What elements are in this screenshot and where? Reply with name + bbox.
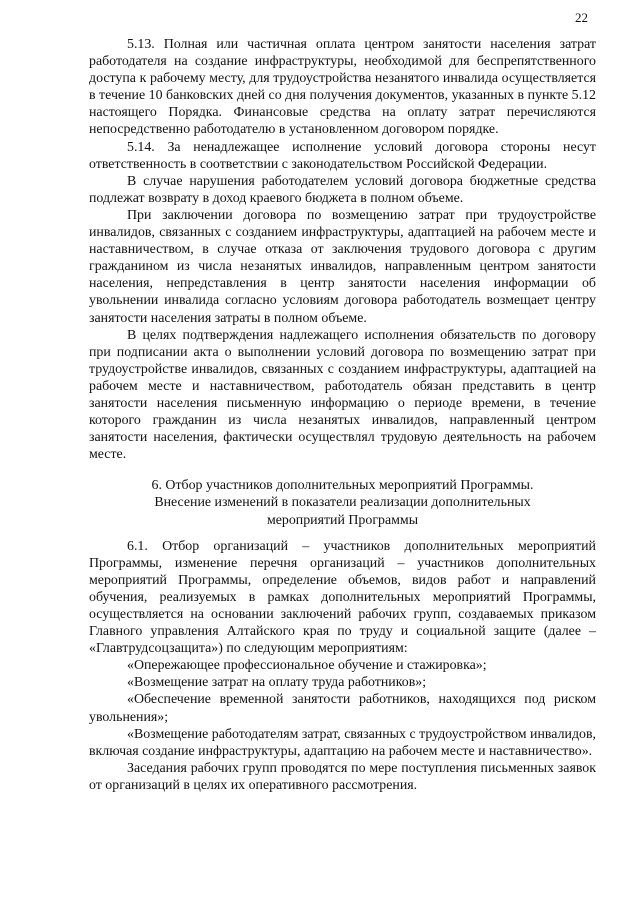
paragraph-6-1: 6.1. Отбор организаций – участников дополнительных мероприятий Программы, изменение перечня организаций – участников дополнительных мероприятий Программы, определение объемов, видов работ и направлений обучения, реализуемых в рамках дополнительных мероприятий Программы, осуществляется на основании заключений рабочих групп, создаваемых приказом Главного управления Алтайского края по труду и социальной защите (далее – «Главтрудсоцзащита») по следующим мероприятиям:: [89, 538, 596, 657]
section-heading-line: Внесение изменений в показатели реализации дополнительных: [154, 495, 531, 511]
page-number: 22: [575, 10, 588, 25]
section-6-heading: [89, 477, 596, 528]
paragraph-5-14: 5.14. За ненадлежащее исполнение условий договора стороны несут ответственность в соответствии с законодательством Российской Федерации.: [89, 139, 596, 172]
list-item-activity: «Опережающее профессиональное обучение и стажировка»;: [127, 658, 487, 674]
paragraph-obligation-confirmation: В целях подтверждения надлежащего исполнения обязательств по договору при подписании акта о выполнении условий договора по возмещению затрат при трудоустройстве инвалидов, связанных с созданием инфраструктуры, адаптацией на рабочем месте и наставничеством, работодатель обязан представить в центр занятости населения письменную информацию о периоде времени, в течение которого гражданин из числа незанятых инвалидов, направленный центром занятости населения, фактически осуществлял трудовую деятельность на рабочем месте.: [89, 327, 596, 463]
document-body: [89, 36, 596, 794]
list-item-activity: «Возмещение затрат на оплату труда работников»;: [127, 675, 427, 691]
paragraph-working-groups: Заседания рабочих групп проводятся по мере поступления письменных заявок от организаций в целях их оперативного рассмотрения.: [89, 760, 596, 793]
paragraph-5-13: 5.13. Полная или частичная оплата центром занятости населения затрат работодателя на создание инфраструктуры, необходимой для беспрепятственного доступа к рабочему месту, для трудоустройства незанятого инвалида осуществляется в течение 10 банковских дней со дня получения документов, указанных в пункте 5.12 настоящего Порядка. Финансовые средства на оплату затрат перечисляются непосредственно работодателю в установленном договором порядке.: [89, 37, 596, 138]
paragraph-cost-reimbursement: При заключении договора по возмещению затрат при трудоустройстве инвалидов, связанных с созданием инфраструктуры, адаптацией на рабочем месте и наставничеством, в случае отказа от заключения трудового договора с другим гражданином из числа незанятых инвалидов, направленным центром занятости населения, непредставления в центр занятости населения информации об увольнении инвалида согласно условиям договора работодатель возмещает центру занятости населения затраты в полном объеме.: [89, 207, 596, 326]
list-item-activity: «Возмещение работодателям затрат, связанных с трудоустройством инвалидов, включая создание инфраструктуры, адаптацию на рабочем месте и наставничество».: [89, 726, 596, 759]
list-item-activity: «Обеспечение временной занятости работников, находящихся под риском увольнения»;: [89, 692, 596, 725]
section-heading-line: 6. Отбор участников дополнительных мероприятий Программы.: [151, 478, 534, 494]
paragraph-budget-return: В случае нарушения работодателем условий договора бюджетные средства подлежат возврату в доход краевого бюджета в полном объеме.: [89, 173, 596, 206]
section-heading-line: мероприятий Программы: [266, 512, 419, 528]
